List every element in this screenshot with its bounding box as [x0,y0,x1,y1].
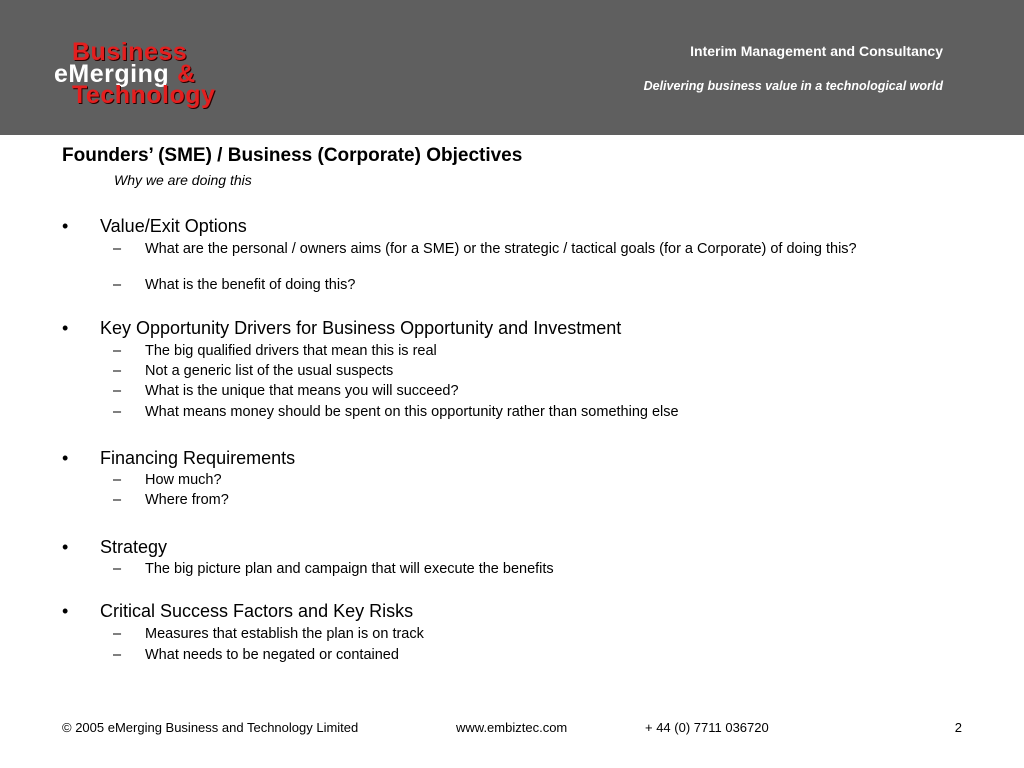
section-heading-text: Financing Requirements [100,448,296,468]
tagline-secondary: Delivering business value in a technological world [643,79,943,93]
list-item-text: What means money should be spent on this opportunity rather than something else [145,404,679,420]
dash-marker: – [113,472,122,488]
section-heading-text: Key Opportunity Drivers for Business Opportunity and Investment [100,318,622,338]
bullet-marker: • [62,216,69,236]
logo-line-technology: Technology [72,81,216,109]
bullet-marker: • [62,448,69,468]
list-item-text: The big picture plan and campaign that will execute the benefits [145,561,554,577]
bullet-marker: • [62,601,69,621]
list-item-text: What are the personal / owners aims (for a SME) or the strategic / tactical goals (for a Corporate) of doing this? [145,241,857,257]
logo-ampersand: & [177,60,196,88]
slide-title: Founders’ (SME) / Business (Corporate) Objectives [62,145,523,166]
dash-marker: – [113,363,122,379]
list-item-text: How much? [145,472,222,488]
dash-marker: – [113,626,122,642]
bullet-marker: • [62,537,69,557]
footer-website: www.embiztec.com [456,720,568,735]
dash-marker: – [113,241,122,257]
list-item-text: What is the unique that means you will succeed? [145,383,459,399]
dash-marker: – [113,492,122,508]
dash-marker: – [113,277,122,293]
list-item-text: What needs to be negated or contained [145,647,399,663]
footer-copyright: © 2005 eMerging Business and Technology Limited [62,720,359,735]
logo-word-emerging: eMerging [54,60,170,88]
dash-marker: – [113,404,122,420]
logo-line-business: Business [72,38,188,66]
page-number: 2 [954,720,962,735]
section-heading-text: Value/Exit Options [100,216,247,236]
list-item-text: What is the benefit of doing this? [145,277,356,293]
slide-subtitle: Why we are doing this [114,172,252,188]
dash-marker: – [113,383,122,399]
list-item-text: Not a generic list of the usual suspects [145,363,394,379]
list-item-text: The big qualified drivers that mean this is real [145,343,437,359]
section-heading-text: Critical Success Factors and Key Risks [100,601,414,621]
section-heading-text: Strategy [100,537,168,557]
dash-marker: – [113,343,122,359]
dash-marker: – [113,647,122,663]
list-item-text: Measures that establish the plan is on track [145,626,424,642]
list-item-text: Where from? [145,492,229,508]
bullet-marker: • [62,318,69,338]
dash-marker: – [113,561,122,577]
footer-phone: + 44 (0) 7711 036720 [645,720,769,735]
tagline-primary: Interim Management and Consultancy [690,43,943,59]
